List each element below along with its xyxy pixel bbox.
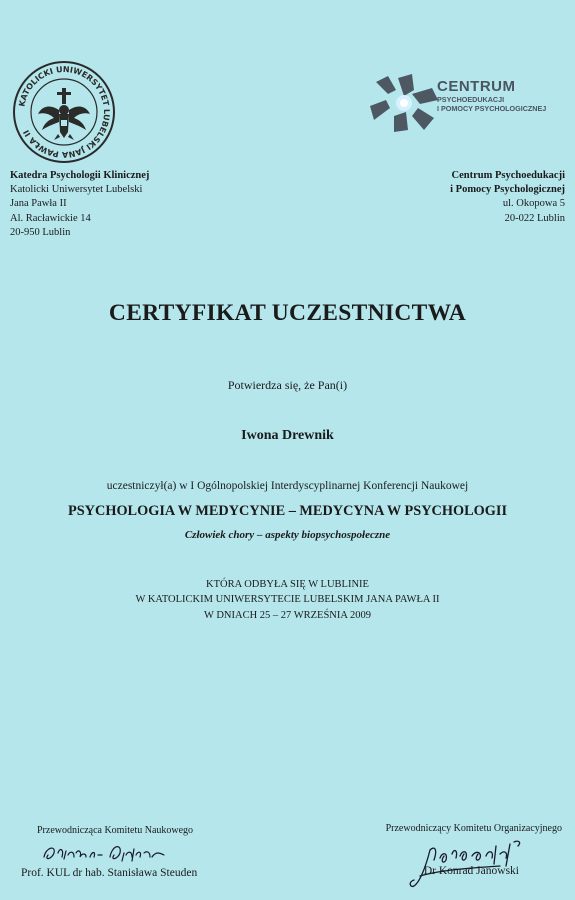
participant-name: Iwona Drewnik (241, 428, 334, 443)
conference-place (0, 577, 575, 623)
right-signatory-title: Przewodniczący Komitetu Organizacyjnego (385, 823, 562, 834)
address-right-line-4: 20-022 Lublin (504, 212, 565, 224)
logo-line-1: CENTRUM (437, 78, 516, 95)
address-right-line-1: Centrum Psychoedukacji (451, 170, 565, 181)
place-line-3: W DNIACH 25 – 27 WRZEŚNIA 2009 (203, 609, 372, 621)
confirm-text: Potwierdza się, że Pan(i) (227, 378, 348, 392)
conference-title: PSYCHOLOGIA W MEDYCYNIE – MEDYCYNA W PSYCHOLOGII (67, 503, 508, 519)
right-handwritten-signature (400, 836, 540, 892)
left-handwritten-signature (40, 835, 170, 869)
centrum-logo-text (437, 79, 546, 113)
address-left-line-5: 20-950 Lublin (10, 226, 71, 238)
address-left-line-4: Al. Racławickie 14 (10, 212, 91, 224)
certificate-title: CERTYFIKAT UCZESTNICTWA (108, 300, 467, 326)
left-signatory-title: Przewodnicząca Komitetu Naukowego (37, 825, 194, 836)
address-left (10, 169, 149, 240)
place-line-2: W KATOLICKIM UNIWERSYTECIE LUBELSKIM JANA PAWŁA II (135, 594, 440, 606)
address-right (450, 169, 565, 226)
address-left-line-2: Katolicki Uniwersytet Lubelski (10, 184, 143, 196)
university-seal (12, 60, 116, 164)
address-right-line-2: i Pomocy Psychologicznej (450, 184, 565, 196)
address-left-line-3: Jana Pawła II (10, 198, 67, 210)
right-signatory-name: Dr Konrad Janowski (423, 865, 519, 877)
seal-ring-text: KATOLICKI UNIWERSYTET LUBELSKI JANA PAWŁA II (17, 64, 112, 160)
participation-text: uczestniczył(a) w I Ogólnopolskiej Interdyscyplinarnej Konferencji Naukowej (106, 480, 469, 492)
address-left-line-1: Katedra Psychologii Klinicznej (10, 170, 150, 181)
place-line-1: KTÓRA ODBYŁA SIĘ W LUBLINIE (206, 579, 369, 590)
conference-subtitle: Człowiek chory – aspekty biopsychospołeczne (184, 529, 391, 541)
logo-line-2: PSYCHOEDUKACJI (437, 95, 505, 104)
address-right-line-3: ul. Okopowa 5 (502, 198, 565, 210)
left-signatory-name: Prof. KUL dr hab. Stanisława Steuden (21, 867, 198, 879)
logo-line-3: I POMOCY PSYCHOLOGICZNEJ (437, 104, 547, 113)
centrum-logo-icon (368, 72, 440, 134)
